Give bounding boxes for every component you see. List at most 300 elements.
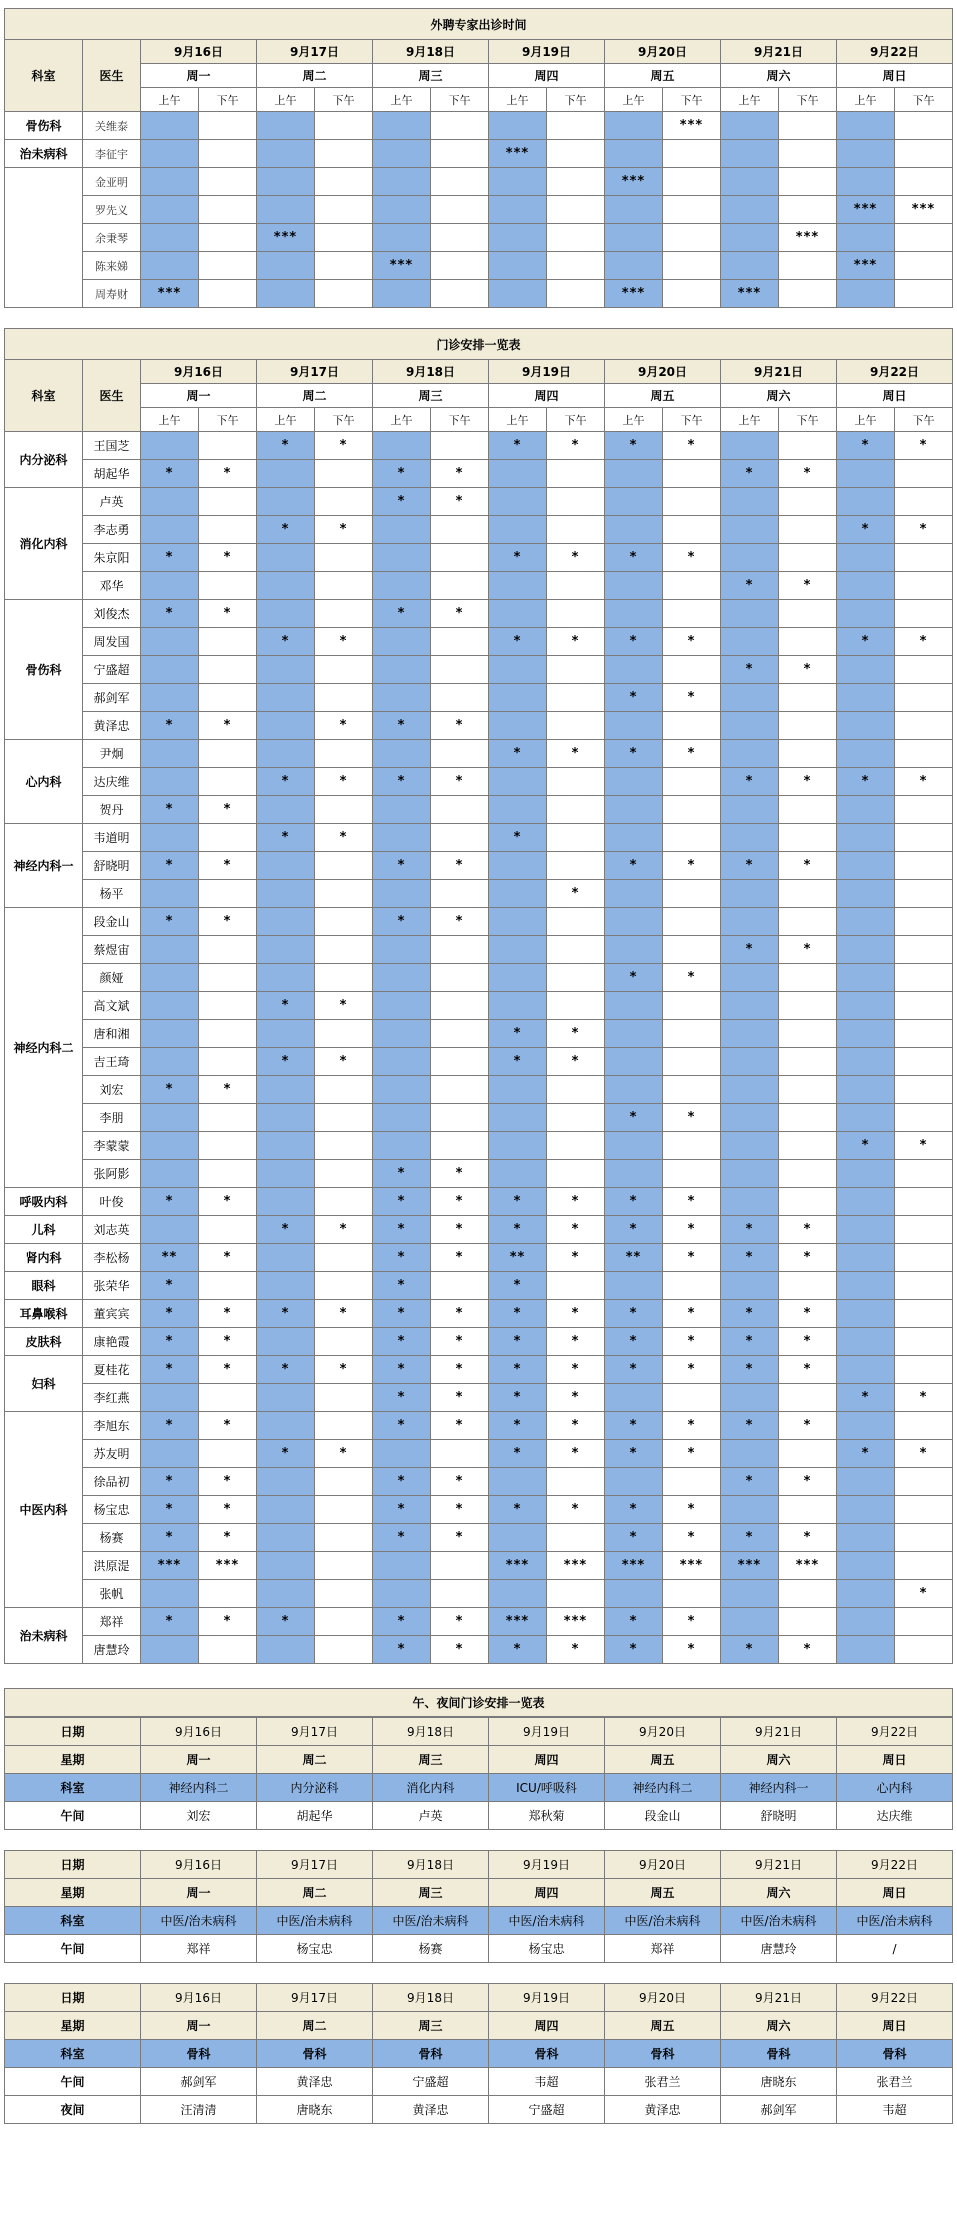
slot-cell xyxy=(489,1160,547,1188)
slot-cell: * xyxy=(547,1636,605,1664)
slot-cell xyxy=(663,656,721,684)
slot-cell xyxy=(605,656,663,684)
date-cell: 9月17日 xyxy=(257,1851,373,1879)
slot-cell xyxy=(199,768,257,796)
table-row xyxy=(5,880,953,908)
slot-cell xyxy=(199,572,257,600)
slot-cell: * xyxy=(895,1384,953,1412)
date-row xyxy=(5,1718,953,1746)
am-header: 上午 xyxy=(257,408,315,432)
slot-cell xyxy=(547,712,605,740)
table-row xyxy=(5,796,953,824)
slot-cell xyxy=(199,1636,257,1664)
slot-cell: * xyxy=(489,1412,547,1440)
slot-cell: * xyxy=(373,908,431,936)
slot-cell: * xyxy=(547,740,605,768)
slot-cell: * xyxy=(547,1328,605,1356)
slot-cell: * xyxy=(431,1412,489,1440)
slot-cell xyxy=(141,432,199,460)
noon-cell: 达庆维 xyxy=(837,1802,953,1830)
slot-cell xyxy=(663,516,721,544)
slot-cell xyxy=(721,880,779,908)
dept-row xyxy=(5,2040,953,2068)
dept-cell: 神经内科二 xyxy=(141,1774,257,1802)
slot-cell xyxy=(895,1188,953,1216)
slot-cell: * xyxy=(547,1412,605,1440)
slot-cell xyxy=(315,1580,373,1608)
slot-cell: * xyxy=(605,628,663,656)
slot-cell xyxy=(605,196,663,224)
slot-cell xyxy=(315,1496,373,1524)
doctor-name: 贺丹 xyxy=(83,796,141,824)
slot-cell: * xyxy=(431,712,489,740)
slot-cell xyxy=(315,1076,373,1104)
dept-label: 科室 xyxy=(5,1907,141,1935)
slot-cell xyxy=(779,908,837,936)
slot-cell xyxy=(199,1132,257,1160)
slot-cell xyxy=(837,1496,895,1524)
slot-cell xyxy=(257,140,315,168)
slot-cell: * xyxy=(605,1496,663,1524)
slot-cell: * xyxy=(547,1020,605,1048)
table-row xyxy=(5,1356,953,1384)
slot-cell xyxy=(315,936,373,964)
slot-cell xyxy=(489,460,547,488)
date-header: 9月21日 xyxy=(721,40,837,64)
slot-cell xyxy=(547,196,605,224)
slot-cell xyxy=(431,656,489,684)
slot-cell xyxy=(489,852,547,880)
slot-cell xyxy=(315,656,373,684)
slot-cell xyxy=(895,1216,953,1244)
slot-cell xyxy=(489,796,547,824)
week-cell: 周二 xyxy=(257,1746,373,1774)
pm-header: 下午 xyxy=(315,88,373,112)
slot-cell: * xyxy=(199,1244,257,1272)
slot-cell: *** xyxy=(141,280,199,308)
slot-cell xyxy=(199,1216,257,1244)
week-row xyxy=(5,1879,953,1907)
slot-cell xyxy=(373,544,431,572)
week-cell: 周二 xyxy=(257,2012,373,2040)
weekday-header: 周六 xyxy=(721,64,837,88)
slot-cell: * xyxy=(663,1104,721,1132)
section-gap xyxy=(4,1963,952,1983)
table-row xyxy=(5,852,953,880)
date-header: 9月22日 xyxy=(837,360,953,384)
slot-cell xyxy=(315,880,373,908)
pm-header: 下午 xyxy=(431,88,489,112)
slot-cell xyxy=(257,196,315,224)
slot-cell: * xyxy=(431,1356,489,1384)
slot-cell xyxy=(605,1580,663,1608)
slot-cell: * xyxy=(141,1328,199,1356)
slot-cell: * xyxy=(373,1216,431,1244)
slot-cell: * xyxy=(779,1328,837,1356)
slot-cell: *** xyxy=(373,252,431,280)
week-label: 星期 xyxy=(5,1879,141,1907)
slot-cell xyxy=(547,516,605,544)
slot-cell xyxy=(199,1272,257,1300)
slot-cell xyxy=(373,432,431,460)
slot-cell: * xyxy=(431,1496,489,1524)
slot-cell: * xyxy=(837,1384,895,1412)
slot-cell: * xyxy=(663,1440,721,1468)
slot-cell xyxy=(141,1020,199,1048)
slot-cell xyxy=(315,460,373,488)
slot-cell xyxy=(663,140,721,168)
slot-cell: * xyxy=(199,712,257,740)
slot-cell xyxy=(895,880,953,908)
slot-cell: * xyxy=(141,600,199,628)
slot-cell xyxy=(895,224,953,252)
slot-cell xyxy=(779,252,837,280)
slot-cell xyxy=(779,712,837,740)
week-cell: 周三 xyxy=(373,1879,489,1907)
slot-cell: * xyxy=(257,1300,315,1328)
slot-cell xyxy=(779,1272,837,1300)
table-row xyxy=(5,1244,953,1272)
slot-cell xyxy=(431,544,489,572)
slot-cell xyxy=(895,168,953,196)
slot-cell xyxy=(547,1104,605,1132)
noon-night-table xyxy=(4,1983,953,2124)
slot-cell xyxy=(315,1524,373,1552)
slot-cell xyxy=(721,1020,779,1048)
slot-cell xyxy=(547,112,605,140)
slot-cell: * xyxy=(489,1440,547,1468)
doctor-name: 胡起华 xyxy=(83,460,141,488)
slot-cell: *** xyxy=(837,196,895,224)
noon-cell: / xyxy=(837,1935,953,1963)
slot-cell xyxy=(605,1020,663,1048)
slot-cell xyxy=(373,880,431,908)
slot-cell xyxy=(895,1160,953,1188)
slot-cell xyxy=(199,196,257,224)
slot-cell: * xyxy=(199,1328,257,1356)
slot-cell: * xyxy=(837,1132,895,1160)
slot-cell xyxy=(315,740,373,768)
slot-cell: * xyxy=(199,1496,257,1524)
slot-cell: * xyxy=(895,1580,953,1608)
slot-cell xyxy=(431,740,489,768)
weekday-header: 周二 xyxy=(257,384,373,408)
slot-cell xyxy=(199,140,257,168)
slot-cell: *** xyxy=(489,1552,547,1580)
slot-cell xyxy=(895,1524,953,1552)
doctor-name: 唐慧玲 xyxy=(83,1636,141,1664)
slot-cell xyxy=(489,252,547,280)
dept-cell: 肾内科 xyxy=(5,1244,83,1272)
slot-cell xyxy=(199,1580,257,1608)
slot-cell: * xyxy=(895,516,953,544)
slot-cell xyxy=(373,684,431,712)
doctor-name: 杨宝忠 xyxy=(83,1496,141,1524)
pm-header: 下午 xyxy=(895,408,953,432)
table-row xyxy=(5,112,953,140)
table-row xyxy=(5,432,953,460)
slot-cell xyxy=(547,824,605,852)
slot-cell: * xyxy=(315,1048,373,1076)
table-row xyxy=(5,768,953,796)
slot-cell xyxy=(489,964,547,992)
table-row xyxy=(5,964,953,992)
slot-cell xyxy=(837,712,895,740)
slot-cell: * xyxy=(663,544,721,572)
slot-cell: * xyxy=(373,1608,431,1636)
dept-cell: 中医/治未病科 xyxy=(373,1907,489,1935)
slot-cell: * xyxy=(315,712,373,740)
slot-cell xyxy=(721,252,779,280)
doctor-name: 尹炯 xyxy=(83,740,141,768)
slot-cell xyxy=(779,196,837,224)
slot-cell xyxy=(779,544,837,572)
slot-cell xyxy=(547,684,605,712)
slot-cell xyxy=(141,1048,199,1076)
slot-cell xyxy=(315,1552,373,1580)
am-header: 上午 xyxy=(837,88,895,112)
slot-cell xyxy=(605,1076,663,1104)
slot-cell xyxy=(663,196,721,224)
slot-cell: * xyxy=(141,1188,199,1216)
slot-cell xyxy=(315,1188,373,1216)
week-row xyxy=(5,2012,953,2040)
date-cell: 9月18日 xyxy=(373,1984,489,2012)
clinic-title: 门诊安排一览表 xyxy=(5,329,953,360)
clinic-schedule-table xyxy=(4,328,953,1664)
slot-cell: * xyxy=(315,824,373,852)
doctor-name: 段金山 xyxy=(83,908,141,936)
doctor-name: 达庆维 xyxy=(83,768,141,796)
date-header: 9月17日 xyxy=(257,40,373,64)
slot-cell: * xyxy=(141,796,199,824)
slot-cell: * xyxy=(373,1328,431,1356)
slot-cell xyxy=(895,1244,953,1272)
slot-cell xyxy=(895,1552,953,1580)
slot-cell xyxy=(141,572,199,600)
section-gap xyxy=(4,308,952,328)
slot-cell xyxy=(605,140,663,168)
slot-cell xyxy=(141,824,199,852)
slot-cell: * xyxy=(141,1412,199,1440)
slot-cell xyxy=(373,1076,431,1104)
slot-cell: * xyxy=(373,1384,431,1412)
doctor-name: 宁盛超 xyxy=(83,656,141,684)
slot-cell: * xyxy=(489,1384,547,1412)
dept-cell xyxy=(5,168,83,308)
slot-cell xyxy=(431,572,489,600)
slot-cell xyxy=(721,824,779,852)
slot-cell xyxy=(489,1524,547,1552)
slot-cell xyxy=(489,280,547,308)
doctor-name: 李红燕 xyxy=(83,1384,141,1412)
slot-cell xyxy=(141,1104,199,1132)
date-cell: 9月20日 xyxy=(605,1851,721,1879)
week-label: 星期 xyxy=(5,1746,141,1774)
slot-cell: * xyxy=(779,1244,837,1272)
slot-cell: * xyxy=(895,768,953,796)
noon-cell: 宁盛超 xyxy=(373,2068,489,2096)
slot-cell: * xyxy=(141,460,199,488)
slot-cell xyxy=(373,964,431,992)
dept-cell: 儿科 xyxy=(5,1216,83,1244)
table-row xyxy=(5,1188,953,1216)
slot-cell xyxy=(663,1132,721,1160)
doctor-name: 郑祥 xyxy=(83,1608,141,1636)
slot-cell: *** xyxy=(489,140,547,168)
slot-cell xyxy=(141,1580,199,1608)
slot-cell: * xyxy=(489,1496,547,1524)
slot-cell: * xyxy=(663,1328,721,1356)
slot-cell xyxy=(837,824,895,852)
slot-cell xyxy=(779,168,837,196)
slot-cell xyxy=(721,1132,779,1160)
date-cell: 9月16日 xyxy=(141,1984,257,2012)
slot-cell xyxy=(605,796,663,824)
slot-cell: * xyxy=(257,1216,315,1244)
slot-cell xyxy=(663,488,721,516)
slot-cell: * xyxy=(199,796,257,824)
slot-cell xyxy=(895,684,953,712)
dept-cell: 骨科 xyxy=(257,2040,373,2068)
slot-cell xyxy=(489,880,547,908)
slot-cell xyxy=(315,1468,373,1496)
slot-cell xyxy=(547,852,605,880)
slot-cell: * xyxy=(431,852,489,880)
slot-cell: * xyxy=(257,432,315,460)
slot-cell: * xyxy=(141,544,199,572)
expert-schedule-table xyxy=(4,8,953,308)
slot-cell xyxy=(257,1580,315,1608)
slot-cell: * xyxy=(779,1412,837,1440)
slot-cell xyxy=(837,1636,895,1664)
dept-cell: 骨科 xyxy=(373,2040,489,2068)
slot-cell xyxy=(605,224,663,252)
doctor-name: 陈来娣 xyxy=(83,252,141,280)
slot-cell xyxy=(663,168,721,196)
dept-cell: 妇科 xyxy=(5,1356,83,1412)
date-label: 日期 xyxy=(5,1984,141,2012)
slot-cell: * xyxy=(837,1440,895,1468)
slot-cell: *** xyxy=(895,196,953,224)
slot-cell xyxy=(779,1188,837,1216)
slot-cell xyxy=(257,1076,315,1104)
slot-cell: * xyxy=(431,1328,489,1356)
night-cell: 黄泽忠 xyxy=(373,2096,489,2124)
am-header: 上午 xyxy=(489,408,547,432)
slot-cell xyxy=(721,1384,779,1412)
slot-cell: * xyxy=(431,1636,489,1664)
pm-header: 下午 xyxy=(431,408,489,432)
slot-cell xyxy=(257,964,315,992)
slot-cell xyxy=(837,544,895,572)
weekday-header: 周日 xyxy=(837,384,953,408)
doctor-name: 洪原湜 xyxy=(83,1552,141,1580)
slot-cell xyxy=(257,1636,315,1664)
weekday-header: 周日 xyxy=(837,64,953,88)
slot-cell xyxy=(895,1496,953,1524)
table-row xyxy=(5,1300,953,1328)
week-cell: 周五 xyxy=(605,2012,721,2040)
slot-cell xyxy=(721,1048,779,1076)
slot-cell xyxy=(547,796,605,824)
slot-cell: * xyxy=(431,600,489,628)
week-cell: 周二 xyxy=(257,1879,373,1907)
slot-cell: * xyxy=(373,1468,431,1496)
noon-cell: 刘宏 xyxy=(141,1802,257,1830)
slot-cell xyxy=(605,112,663,140)
slot-cell xyxy=(605,992,663,1020)
slot-cell xyxy=(373,1580,431,1608)
slot-cell: * xyxy=(141,712,199,740)
slot-cell: * xyxy=(257,992,315,1020)
slot-cell: * xyxy=(721,460,779,488)
week-cell: 周三 xyxy=(373,2012,489,2040)
slot-cell xyxy=(547,488,605,516)
slot-cell xyxy=(895,656,953,684)
slot-cell: * xyxy=(779,936,837,964)
slot-cell xyxy=(547,280,605,308)
date-header: 9月17日 xyxy=(257,360,373,384)
date-cell: 9月21日 xyxy=(721,1718,837,1746)
date-header: 9月21日 xyxy=(721,360,837,384)
slot-cell: * xyxy=(373,1160,431,1188)
doctor-name: 韦道明 xyxy=(83,824,141,852)
doctor-name: 罗先义 xyxy=(83,196,141,224)
slot-cell: * xyxy=(663,1356,721,1384)
slot-cell: * xyxy=(895,1132,953,1160)
slot-cell xyxy=(199,1048,257,1076)
table-row xyxy=(5,1272,953,1300)
slot-cell xyxy=(895,824,953,852)
doctor-name: 李蒙蒙 xyxy=(83,1132,141,1160)
slot-cell xyxy=(779,628,837,656)
slot-cell xyxy=(663,600,721,628)
slot-cell xyxy=(837,1216,895,1244)
dept-cell: 消化内科 xyxy=(5,488,83,600)
slot-cell xyxy=(373,1104,431,1132)
night-label: 夜间 xyxy=(5,2096,141,2124)
doctor-name: 刘宏 xyxy=(83,1076,141,1104)
dept-cell: 骨科 xyxy=(721,2040,837,2068)
am-header: 上午 xyxy=(141,408,199,432)
doctor-name: 郝剑军 xyxy=(83,684,141,712)
week-cell: 周四 xyxy=(489,2012,605,2040)
slot-cell xyxy=(779,600,837,628)
slot-cell xyxy=(837,1328,895,1356)
slot-cell xyxy=(431,880,489,908)
slot-cell xyxy=(721,712,779,740)
dept-cell: 内分泌科 xyxy=(5,432,83,488)
slot-cell: * xyxy=(779,1524,837,1552)
slot-cell xyxy=(141,196,199,224)
slot-cell: *** xyxy=(779,224,837,252)
slot-cell xyxy=(547,1160,605,1188)
slot-cell xyxy=(837,1524,895,1552)
slot-cell xyxy=(837,1468,895,1496)
dept-cell: 神经内科一 xyxy=(721,1774,837,1802)
slot-cell: * xyxy=(199,544,257,572)
doctor-name: 董宾宾 xyxy=(83,1300,141,1328)
slot-cell xyxy=(837,796,895,824)
table-row xyxy=(5,544,953,572)
slot-cell: * xyxy=(315,432,373,460)
slot-cell: * xyxy=(257,628,315,656)
slot-cell xyxy=(721,992,779,1020)
slot-cell: * xyxy=(373,1412,431,1440)
slot-cell: * xyxy=(779,1468,837,1496)
slot-cell xyxy=(721,1608,779,1636)
